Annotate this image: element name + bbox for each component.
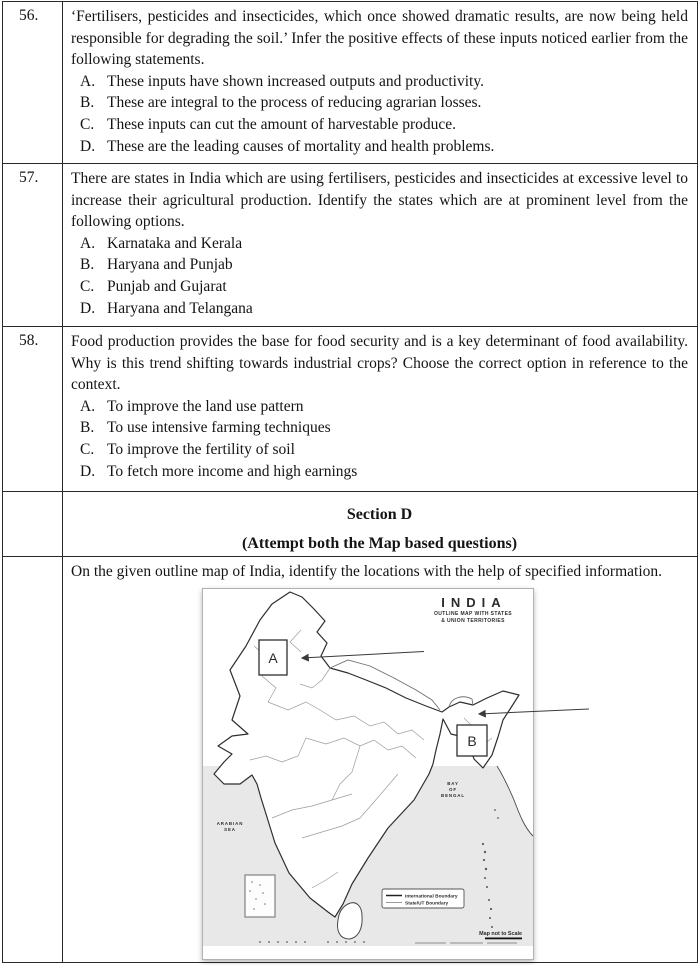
map-question-cell bbox=[63, 557, 698, 963]
map-question-text: On the given outline map of India, identify the locations with the help of specified information. bbox=[71, 563, 663, 581]
question-cell bbox=[63, 327, 698, 492]
option-text: Haryana and Telangana bbox=[107, 299, 253, 317]
map-title: INDIA bbox=[441, 594, 507, 610]
option-label: A. bbox=[80, 72, 96, 90]
option-b bbox=[80, 417, 688, 439]
option-text: These inputs can cut the amount of harvestable produce. bbox=[107, 115, 457, 133]
section-subtitle: (Attempt both the Map based questions) bbox=[241, 534, 518, 552]
option-text: Karnataka and Kerala bbox=[107, 234, 243, 252]
question-number: 56. bbox=[3, 2, 63, 164]
bay-of-bengal-label-3: BENGAL bbox=[441, 792, 465, 798]
empty-number-cell bbox=[3, 492, 63, 557]
legend-state-ut-label: State/UT Boundary bbox=[405, 901, 449, 907]
section-header-row bbox=[3, 492, 698, 557]
option-text: These inputs have shown increased outputs and productivity. bbox=[107, 72, 484, 90]
option-a bbox=[80, 396, 688, 418]
question-row-56 bbox=[3, 2, 698, 164]
option-text: Punjab and Gujarat bbox=[107, 277, 227, 295]
question-row-58 bbox=[3, 327, 698, 492]
option-label: A. bbox=[80, 397, 96, 415]
option-text: These are the leading causes of mortality and health problems. bbox=[107, 137, 495, 155]
option-d bbox=[80, 461, 688, 483]
option-text: To improve the land use pattern bbox=[107, 397, 304, 415]
question-cell bbox=[63, 2, 698, 164]
question-text: Food production provides the base for food security and is a key determinant of food availability. Why is this trend shifting towards industrial crops? Choose the correct option in reference to the context. bbox=[71, 333, 688, 394]
question-text: ‘Fertilisers, pesticides and insecticides, which once showed dramatic results, are now being held responsible for degrading the soil.’ Infer the positive effects of these inputs noticed earlier from the following statements. bbox=[71, 8, 688, 69]
empty-number-cell bbox=[3, 557, 63, 963]
arabian-sea-label-1: ARABIAN bbox=[216, 820, 244, 826]
question-cell bbox=[63, 164, 698, 327]
question-row-57 bbox=[3, 164, 698, 327]
section-title: Section D bbox=[346, 506, 413, 523]
option-a bbox=[80, 233, 688, 255]
question-number: 58. bbox=[3, 327, 63, 492]
option-text: To use intensive farming techniques bbox=[107, 419, 331, 437]
lakshadweep-inset bbox=[245, 875, 275, 917]
option-label: A. bbox=[80, 234, 96, 252]
legend-international-label: International Boundary bbox=[405, 894, 458, 900]
location-b-label: B bbox=[467, 732, 477, 749]
location-box-b bbox=[457, 725, 487, 756]
option-text: To fetch more income and high earnings bbox=[107, 462, 358, 480]
option-label: C. bbox=[80, 277, 95, 295]
option-label: D. bbox=[80, 299, 96, 317]
option-b bbox=[80, 254, 688, 276]
option-label: B. bbox=[80, 419, 95, 437]
map-scale-note: Map not to Scale bbox=[479, 930, 522, 937]
option-label: B. bbox=[80, 256, 95, 274]
option-c bbox=[80, 276, 688, 298]
map-legend bbox=[382, 889, 464, 908]
option-label: B. bbox=[80, 94, 95, 112]
map-question-row bbox=[3, 557, 698, 963]
section-header-cell bbox=[63, 492, 698, 557]
option-c bbox=[80, 114, 688, 136]
bay-of-bengal-label-2: OF bbox=[449, 786, 457, 792]
arabian-sea-label-2: SEA bbox=[224, 826, 236, 832]
option-d bbox=[80, 136, 688, 158]
map-subtitle-2: & UNION TERRITORIES bbox=[441, 617, 505, 624]
map-subtitle-1: OUTLINE MAP WITH STATES bbox=[433, 610, 513, 617]
option-text: These are integral to the process of reducing agrarian losses. bbox=[107, 94, 482, 112]
option-label: D. bbox=[80, 137, 96, 155]
option-a bbox=[80, 71, 688, 93]
question-text: There are states in India which are using fertilisers, pesticides and insecticides at excessive level to increase their agricultural production. Identify the states which are at prominent level from the following options. bbox=[71, 170, 688, 231]
question-number: 57. bbox=[3, 164, 63, 327]
option-label: D. bbox=[80, 462, 96, 480]
option-label: C. bbox=[80, 115, 95, 133]
india-outline-map-svg bbox=[202, 588, 534, 960]
scale-underline bbox=[485, 937, 522, 939]
location-a-label: A bbox=[268, 649, 278, 666]
bay-of-bengal-label-1: BAY bbox=[447, 780, 459, 786]
option-c bbox=[80, 439, 688, 461]
india-map bbox=[202, 588, 534, 960]
option-d bbox=[80, 298, 688, 320]
location-box-a bbox=[259, 640, 287, 675]
option-text: To improve the fertility of soil bbox=[107, 440, 295, 458]
option-label: C. bbox=[80, 440, 95, 458]
question-table bbox=[2, 1, 698, 963]
option-text: Haryana and Punjab bbox=[107, 256, 233, 274]
option-b bbox=[80, 92, 688, 114]
